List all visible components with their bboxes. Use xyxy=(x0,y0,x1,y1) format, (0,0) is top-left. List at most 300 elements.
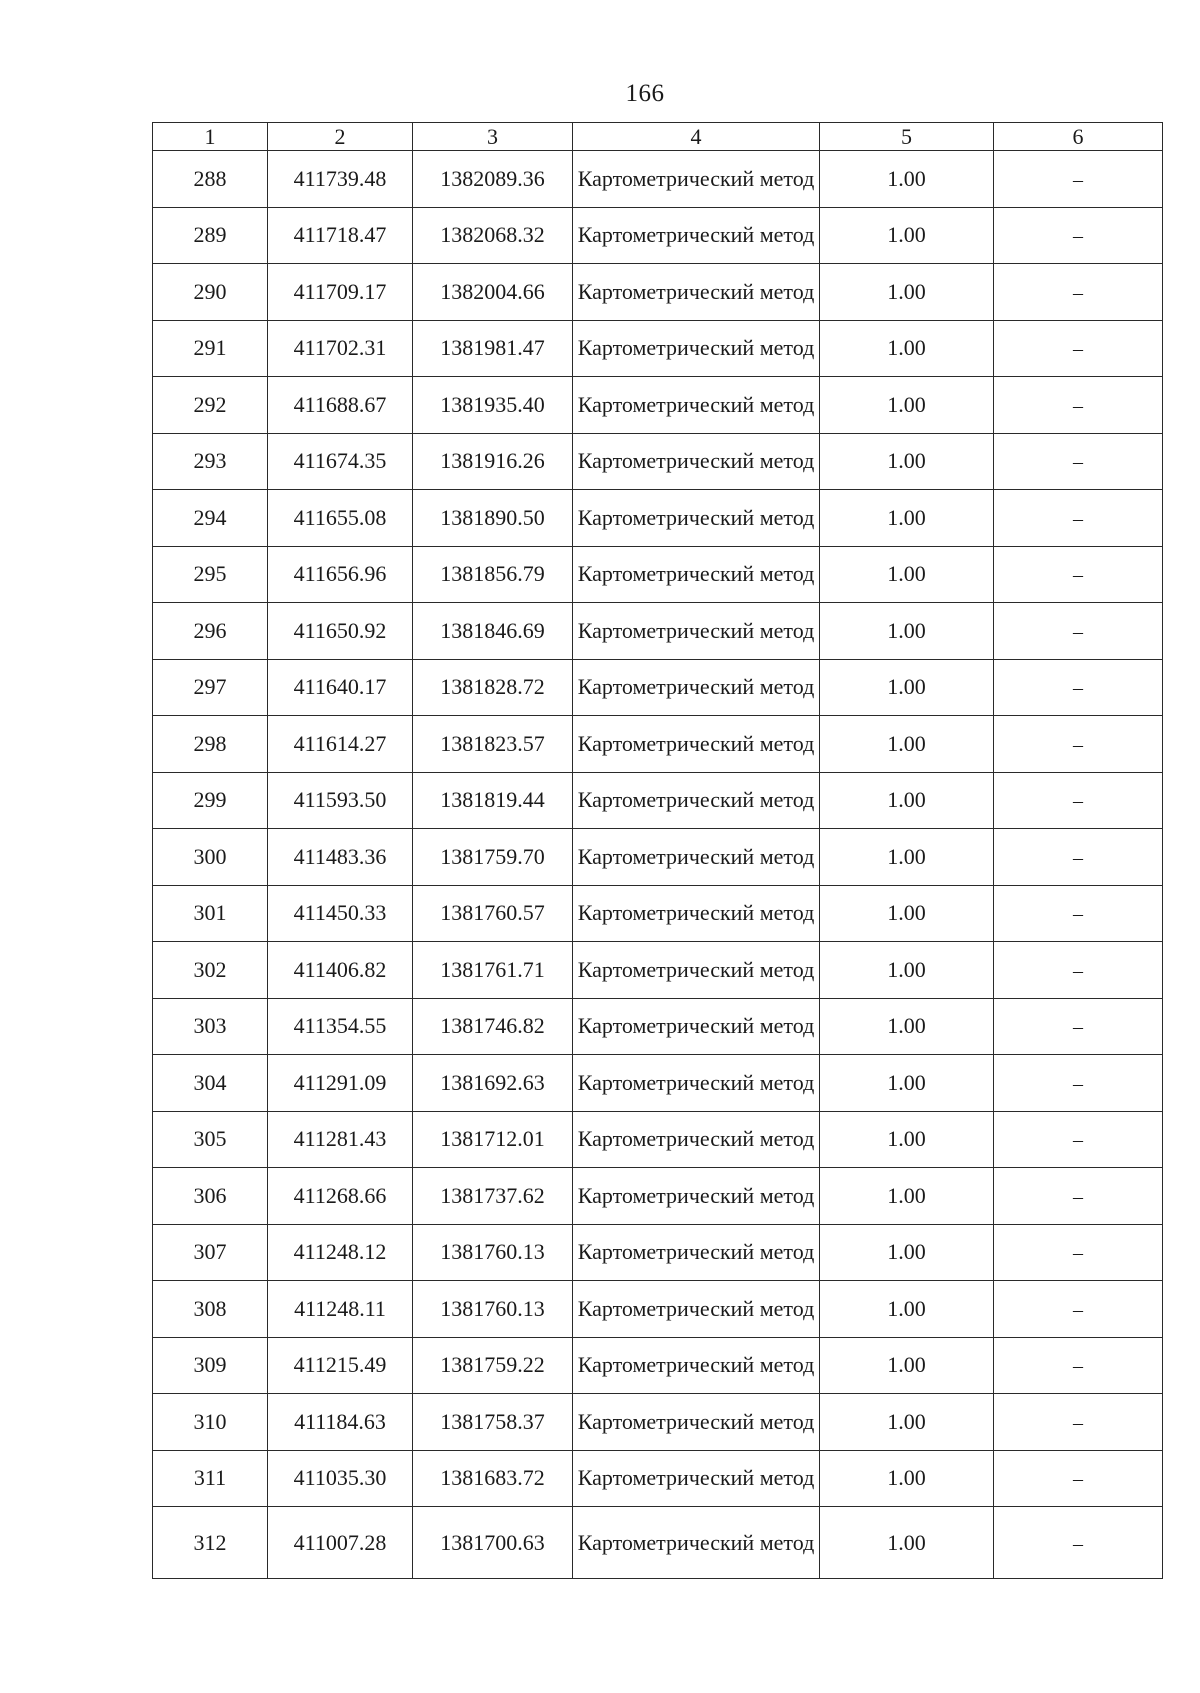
note-text: – xyxy=(1073,1129,1083,1152)
method-cell xyxy=(573,1507,820,1579)
x-coordinate-text: 411674.35 xyxy=(293,448,387,474)
point-number-text: 311 xyxy=(193,1465,227,1491)
note-cell xyxy=(994,1055,1163,1112)
note-text: – xyxy=(1073,507,1083,530)
accuracy-text: 1.00 xyxy=(887,900,926,926)
y-coordinate-cell xyxy=(413,207,573,264)
point-number-text: 310 xyxy=(193,1408,227,1434)
column-header-5: 5 xyxy=(820,123,994,151)
point-number-cell xyxy=(153,772,268,829)
accuracy-text: 1.00 xyxy=(887,504,926,530)
x-coordinate-text: 411593.50 xyxy=(293,787,387,813)
accuracy-text: 1.00 xyxy=(887,222,926,248)
accuracy-cell xyxy=(820,659,994,716)
point-number-cell xyxy=(153,716,268,773)
x-coordinate-cell xyxy=(268,1224,413,1281)
y-coordinate-cell xyxy=(413,1055,573,1112)
column-header-2: 2 xyxy=(268,123,413,151)
accuracy-text: 1.00 xyxy=(887,448,926,474)
table-row xyxy=(153,942,1163,999)
y-coordinate-text: 1382004.66 xyxy=(440,278,545,304)
note-cell xyxy=(994,603,1163,660)
method-text: Картометрический метод xyxy=(577,956,815,982)
point-number-text: 292 xyxy=(193,391,227,417)
accuracy-cell xyxy=(820,320,994,377)
x-coordinate-text: 411007.28 xyxy=(293,1529,387,1555)
x-coordinate-cell xyxy=(268,942,413,999)
y-coordinate-cell xyxy=(413,1168,573,1225)
x-coordinate-cell xyxy=(268,1450,413,1507)
note-text: – xyxy=(1073,1072,1083,1095)
x-coordinate-cell xyxy=(268,264,413,321)
method-cell xyxy=(573,1394,820,1451)
method-text: Картометрический метод xyxy=(577,674,815,700)
y-coordinate-text: 1381692.63 xyxy=(440,1069,545,1095)
point-number-text: 294 xyxy=(193,504,227,530)
point-number-cell xyxy=(153,1337,268,1394)
point-number-text: 307 xyxy=(193,1239,227,1265)
y-coordinate-cell xyxy=(413,1281,573,1338)
table-row xyxy=(153,1224,1163,1281)
note-text: – xyxy=(1073,790,1083,813)
point-number-cell xyxy=(153,885,268,942)
point-number-text: 303 xyxy=(193,1013,227,1039)
table-row xyxy=(153,1450,1163,1507)
y-coordinate-text: 1382068.32 xyxy=(440,222,545,248)
method-cell xyxy=(573,1168,820,1225)
note-text: – xyxy=(1073,451,1083,474)
method-text: Картометрический метод xyxy=(577,1295,815,1321)
x-coordinate-cell xyxy=(268,659,413,716)
note-cell xyxy=(994,772,1163,829)
y-coordinate-text: 1381758.37 xyxy=(440,1408,545,1434)
note-text: – xyxy=(1073,1355,1083,1378)
note-cell xyxy=(994,829,1163,886)
y-coordinate-text: 1381823.57 xyxy=(440,730,545,756)
accuracy-cell xyxy=(820,885,994,942)
x-coordinate-text: 411718.47 xyxy=(293,222,387,248)
accuracy-cell xyxy=(820,1394,994,1451)
x-coordinate-cell xyxy=(268,377,413,434)
method-cell xyxy=(573,1450,820,1507)
y-coordinate-cell xyxy=(413,998,573,1055)
note-cell xyxy=(994,546,1163,603)
page-number: 166 xyxy=(625,80,665,107)
point-number-cell xyxy=(153,1055,268,1112)
method-text: Картометрический метод xyxy=(577,1069,815,1095)
method-text: Картометрический метод xyxy=(577,504,815,530)
method-text: Картометрический метод xyxy=(577,1465,815,1491)
y-coordinate-cell xyxy=(413,1507,573,1579)
y-coordinate-text: 1381683.72 xyxy=(440,1465,545,1491)
point-number-text: 306 xyxy=(193,1182,227,1208)
point-number-cell xyxy=(153,433,268,490)
x-coordinate-text: 411281.43 xyxy=(293,1126,387,1152)
accuracy-cell xyxy=(820,716,994,773)
point-number-cell xyxy=(153,1111,268,1168)
y-coordinate-text: 1381916.26 xyxy=(440,448,545,474)
x-coordinate-text: 411650.92 xyxy=(293,617,387,643)
point-number-cell xyxy=(153,1394,268,1451)
y-coordinate-cell xyxy=(413,942,573,999)
point-number-cell xyxy=(153,659,268,716)
method-text: Картометрический метод xyxy=(577,1529,815,1555)
point-number-cell xyxy=(153,207,268,264)
y-coordinate-text: 1381737.62 xyxy=(440,1182,545,1208)
table-row xyxy=(153,264,1163,321)
point-number-text: 296 xyxy=(193,617,227,643)
note-cell xyxy=(994,942,1163,999)
accuracy-text: 1.00 xyxy=(887,1352,926,1378)
x-coordinate-cell xyxy=(268,1507,413,1579)
y-coordinate-text: 1381760.57 xyxy=(440,900,545,926)
y-coordinate-text: 1381759.70 xyxy=(440,843,545,869)
x-coordinate-text: 411184.63 xyxy=(294,1408,386,1434)
x-coordinate-text: 411709.17 xyxy=(293,278,387,304)
point-number-text: 312 xyxy=(193,1529,227,1555)
y-coordinate-cell xyxy=(413,1450,573,1507)
method-cell xyxy=(573,151,820,208)
accuracy-text: 1.00 xyxy=(887,1465,926,1491)
accuracy-cell xyxy=(820,1168,994,1225)
y-coordinate-cell xyxy=(413,1224,573,1281)
note-cell xyxy=(994,1168,1163,1225)
note-cell xyxy=(994,1450,1163,1507)
method-text: Картометрический метод xyxy=(577,1013,815,1039)
method-text: Картометрический метод xyxy=(577,787,815,813)
x-coordinate-text: 411656.96 xyxy=(293,561,387,587)
note-cell xyxy=(994,998,1163,1055)
point-number-text: 289 xyxy=(193,222,227,248)
point-number-text: 309 xyxy=(193,1352,227,1378)
x-coordinate-cell xyxy=(268,207,413,264)
accuracy-cell xyxy=(820,264,994,321)
table-row xyxy=(153,885,1163,942)
y-coordinate-text: 1381819.44 xyxy=(440,787,545,813)
accuracy-cell xyxy=(820,942,994,999)
y-coordinate-cell xyxy=(413,603,573,660)
point-number-cell xyxy=(153,320,268,377)
point-number-text: 300 xyxy=(193,843,227,869)
method-text: Картометрический метод xyxy=(577,1239,815,1265)
x-coordinate-text: 411354.55 xyxy=(293,1013,387,1039)
table-row xyxy=(153,320,1163,377)
note-cell xyxy=(994,659,1163,716)
x-coordinate-text: 411268.66 xyxy=(293,1182,387,1208)
point-number-cell xyxy=(153,1168,268,1225)
table-row xyxy=(153,377,1163,434)
note-text: – xyxy=(1073,564,1083,587)
accuracy-text: 1.00 xyxy=(887,165,926,191)
note-cell xyxy=(994,885,1163,942)
point-number-cell xyxy=(153,942,268,999)
method-cell xyxy=(573,1055,820,1112)
x-coordinate-cell xyxy=(268,716,413,773)
y-coordinate-cell xyxy=(413,546,573,603)
method-text: Картометрический метод xyxy=(577,448,815,474)
method-cell xyxy=(573,1337,820,1394)
accuracy-text: 1.00 xyxy=(887,561,926,587)
method-text: Картометрический метод xyxy=(577,1182,815,1208)
y-coordinate-text: 1381981.47 xyxy=(440,335,545,361)
point-number-text: 290 xyxy=(193,278,227,304)
note-text: – xyxy=(1073,1185,1083,1208)
point-number-text: 301 xyxy=(193,900,227,926)
y-coordinate-text: 1381935.40 xyxy=(440,391,545,417)
accuracy-text: 1.00 xyxy=(887,1182,926,1208)
table-row xyxy=(153,207,1163,264)
table-row xyxy=(153,603,1163,660)
accuracy-cell xyxy=(820,829,994,886)
y-coordinate-cell xyxy=(413,264,573,321)
point-number-cell xyxy=(153,1450,268,1507)
x-coordinate-text: 411035.30 xyxy=(293,1465,387,1491)
method-text: Картометрический метод xyxy=(577,843,815,869)
method-text: Картометрический метод xyxy=(577,278,815,304)
y-coordinate-cell xyxy=(413,772,573,829)
note-cell xyxy=(994,1507,1163,1579)
note-cell xyxy=(994,716,1163,773)
point-number-cell xyxy=(153,546,268,603)
method-cell xyxy=(573,603,820,660)
y-coordinate-text: 1381761.71 xyxy=(440,956,545,982)
table-row xyxy=(153,716,1163,773)
accuracy-text: 1.00 xyxy=(887,1408,926,1434)
x-coordinate-cell xyxy=(268,546,413,603)
y-coordinate-text: 1381890.50 xyxy=(440,504,545,530)
column-header-3: 3 xyxy=(413,123,573,151)
x-coordinate-text: 411739.48 xyxy=(293,165,387,191)
y-coordinate-cell xyxy=(413,885,573,942)
y-coordinate-cell xyxy=(413,716,573,773)
method-cell xyxy=(573,207,820,264)
accuracy-cell xyxy=(820,207,994,264)
note-text: – xyxy=(1073,1532,1083,1555)
point-number-text: 305 xyxy=(193,1126,227,1152)
y-coordinate-cell xyxy=(413,1111,573,1168)
accuracy-cell xyxy=(820,433,994,490)
y-coordinate-text: 1381712.01 xyxy=(440,1126,545,1152)
y-coordinate-text: 1381846.69 xyxy=(440,617,545,643)
x-coordinate-cell xyxy=(268,1055,413,1112)
table-row xyxy=(153,490,1163,547)
accuracy-cell xyxy=(820,1507,994,1579)
note-text: – xyxy=(1073,846,1083,869)
column-header-6: 6 xyxy=(994,123,1163,151)
x-coordinate-cell xyxy=(268,603,413,660)
coordinates-table xyxy=(152,122,1163,1579)
method-cell xyxy=(573,1224,820,1281)
table-row xyxy=(153,1337,1163,1394)
table-row xyxy=(153,1055,1163,1112)
x-coordinate-text: 411614.27 xyxy=(293,730,387,756)
accuracy-text: 1.00 xyxy=(887,956,926,982)
accuracy-text: 1.00 xyxy=(887,278,926,304)
method-cell xyxy=(573,998,820,1055)
note-cell xyxy=(994,377,1163,434)
y-coordinate-text: 1381700.63 xyxy=(440,1529,545,1555)
accuracy-text: 1.00 xyxy=(887,730,926,756)
point-number-text: 304 xyxy=(193,1069,227,1095)
table-row xyxy=(153,1111,1163,1168)
method-text: Картометрический метод xyxy=(577,617,815,643)
x-coordinate-text: 411291.09 xyxy=(293,1069,387,1095)
point-number-cell xyxy=(153,603,268,660)
y-coordinate-cell xyxy=(413,151,573,208)
note-text: – xyxy=(1073,338,1083,361)
method-text: Картометрический метод xyxy=(577,165,815,191)
y-coordinate-cell xyxy=(413,1394,573,1451)
note-cell xyxy=(994,1224,1163,1281)
note-cell xyxy=(994,207,1163,264)
accuracy-text: 1.00 xyxy=(887,1529,926,1555)
x-coordinate-cell xyxy=(268,151,413,208)
point-number-text: 288 xyxy=(193,165,227,191)
accuracy-cell xyxy=(820,998,994,1055)
x-coordinate-cell xyxy=(268,320,413,377)
method-text: Картометрический метод xyxy=(577,1408,815,1434)
point-number-text: 308 xyxy=(193,1295,227,1321)
method-cell xyxy=(573,1111,820,1168)
point-number-text: 291 xyxy=(193,335,227,361)
method-cell xyxy=(573,320,820,377)
x-coordinate-cell xyxy=(268,1337,413,1394)
method-cell xyxy=(573,829,820,886)
x-coordinate-cell xyxy=(268,490,413,547)
note-text: – xyxy=(1073,1016,1083,1039)
y-coordinate-text: 1381759.22 xyxy=(440,1352,545,1378)
table-row xyxy=(153,772,1163,829)
method-cell xyxy=(573,546,820,603)
column-header-4: 4 xyxy=(573,123,820,151)
point-number-text: 298 xyxy=(193,730,227,756)
point-number-cell xyxy=(153,377,268,434)
accuracy-text: 1.00 xyxy=(887,391,926,417)
accuracy-text: 1.00 xyxy=(887,1239,926,1265)
note-cell xyxy=(994,151,1163,208)
accuracy-cell xyxy=(820,1337,994,1394)
note-text: – xyxy=(1073,1411,1083,1434)
method-cell xyxy=(573,377,820,434)
note-text: – xyxy=(1073,168,1083,191)
method-cell xyxy=(573,433,820,490)
accuracy-cell xyxy=(820,1281,994,1338)
method-cell xyxy=(573,1281,820,1338)
y-coordinate-text: 1381828.72 xyxy=(440,674,545,700)
table-row xyxy=(153,998,1163,1055)
y-coordinate-cell xyxy=(413,490,573,547)
y-coordinate-text: 1381760.13 xyxy=(440,1295,545,1321)
method-text: Картометрический метод xyxy=(577,391,815,417)
accuracy-text: 1.00 xyxy=(887,617,926,643)
method-text: Картометрический метод xyxy=(577,730,815,756)
accuracy-text: 1.00 xyxy=(887,1126,926,1152)
point-number-text: 295 xyxy=(193,561,227,587)
x-coordinate-text: 411483.36 xyxy=(293,843,387,869)
table-row xyxy=(153,1168,1163,1225)
x-coordinate-cell xyxy=(268,1168,413,1225)
x-coordinate-text: 411640.17 xyxy=(293,674,387,700)
accuracy-text: 1.00 xyxy=(887,1069,926,1095)
accuracy-text: 1.00 xyxy=(887,674,926,700)
note-text: – xyxy=(1073,959,1083,982)
note-cell xyxy=(994,490,1163,547)
y-coordinate-text: 1381760.13 xyxy=(440,1239,545,1265)
note-cell xyxy=(994,1394,1163,1451)
note-text: – xyxy=(1073,620,1083,643)
y-coordinate-text: 1381746.82 xyxy=(440,1013,545,1039)
table-row xyxy=(153,829,1163,886)
note-text: – xyxy=(1073,733,1083,756)
header-row xyxy=(153,123,1163,151)
accuracy-text: 1.00 xyxy=(887,1013,926,1039)
table-row xyxy=(153,1507,1163,1579)
method-cell xyxy=(573,885,820,942)
method-text: Картометрический метод xyxy=(577,1352,815,1378)
method-text: Картометрический метод xyxy=(577,335,815,361)
method-text: Картометрический метод xyxy=(577,900,815,926)
note-cell xyxy=(994,1281,1163,1338)
note-text: – xyxy=(1073,394,1083,417)
table-row xyxy=(153,546,1163,603)
accuracy-cell xyxy=(820,546,994,603)
point-number-cell xyxy=(153,998,268,1055)
point-number-cell xyxy=(153,490,268,547)
accuracy-cell xyxy=(820,772,994,829)
point-number-text: 297 xyxy=(193,674,227,700)
y-coordinate-cell xyxy=(413,659,573,716)
point-number-text: 299 xyxy=(193,787,227,813)
note-text: – xyxy=(1073,225,1083,248)
x-coordinate-text: 411248.11 xyxy=(294,1295,386,1321)
x-coordinate-text: 411406.82 xyxy=(293,956,387,982)
x-coordinate-text: 411450.33 xyxy=(293,900,387,926)
accuracy-text: 1.00 xyxy=(887,843,926,869)
note-text: – xyxy=(1073,281,1083,304)
x-coordinate-text: 411702.31 xyxy=(293,335,387,361)
y-coordinate-cell xyxy=(413,320,573,377)
point-number-cell xyxy=(153,1281,268,1338)
y-coordinate-cell xyxy=(413,377,573,434)
y-coordinate-text: 1381856.79 xyxy=(440,561,545,587)
table-body xyxy=(153,151,1163,1579)
accuracy-text: 1.00 xyxy=(887,1295,926,1321)
method-cell xyxy=(573,716,820,773)
x-coordinate-text: 411655.08 xyxy=(293,504,387,530)
note-text: – xyxy=(1073,1242,1083,1265)
note-cell xyxy=(994,320,1163,377)
table-row xyxy=(153,659,1163,716)
accuracy-cell xyxy=(820,1450,994,1507)
x-coordinate-text: 411248.12 xyxy=(293,1239,387,1265)
point-number-cell xyxy=(153,1224,268,1281)
y-coordinate-text: 1382089.36 xyxy=(440,165,545,191)
point-number-text: 302 xyxy=(193,956,227,982)
note-text: – xyxy=(1073,1468,1083,1491)
accuracy-text: 1.00 xyxy=(887,787,926,813)
note-text: – xyxy=(1073,677,1083,700)
table-row xyxy=(153,151,1163,208)
note-cell xyxy=(994,264,1163,321)
note-text: – xyxy=(1073,903,1083,926)
table-row xyxy=(153,1394,1163,1451)
point-number-cell xyxy=(153,264,268,321)
accuracy-cell xyxy=(820,490,994,547)
y-coordinate-cell xyxy=(413,829,573,886)
method-text: Картометрический метод xyxy=(577,1126,815,1152)
point-number-cell xyxy=(153,1507,268,1579)
method-text: Картометрический метод xyxy=(577,222,815,248)
